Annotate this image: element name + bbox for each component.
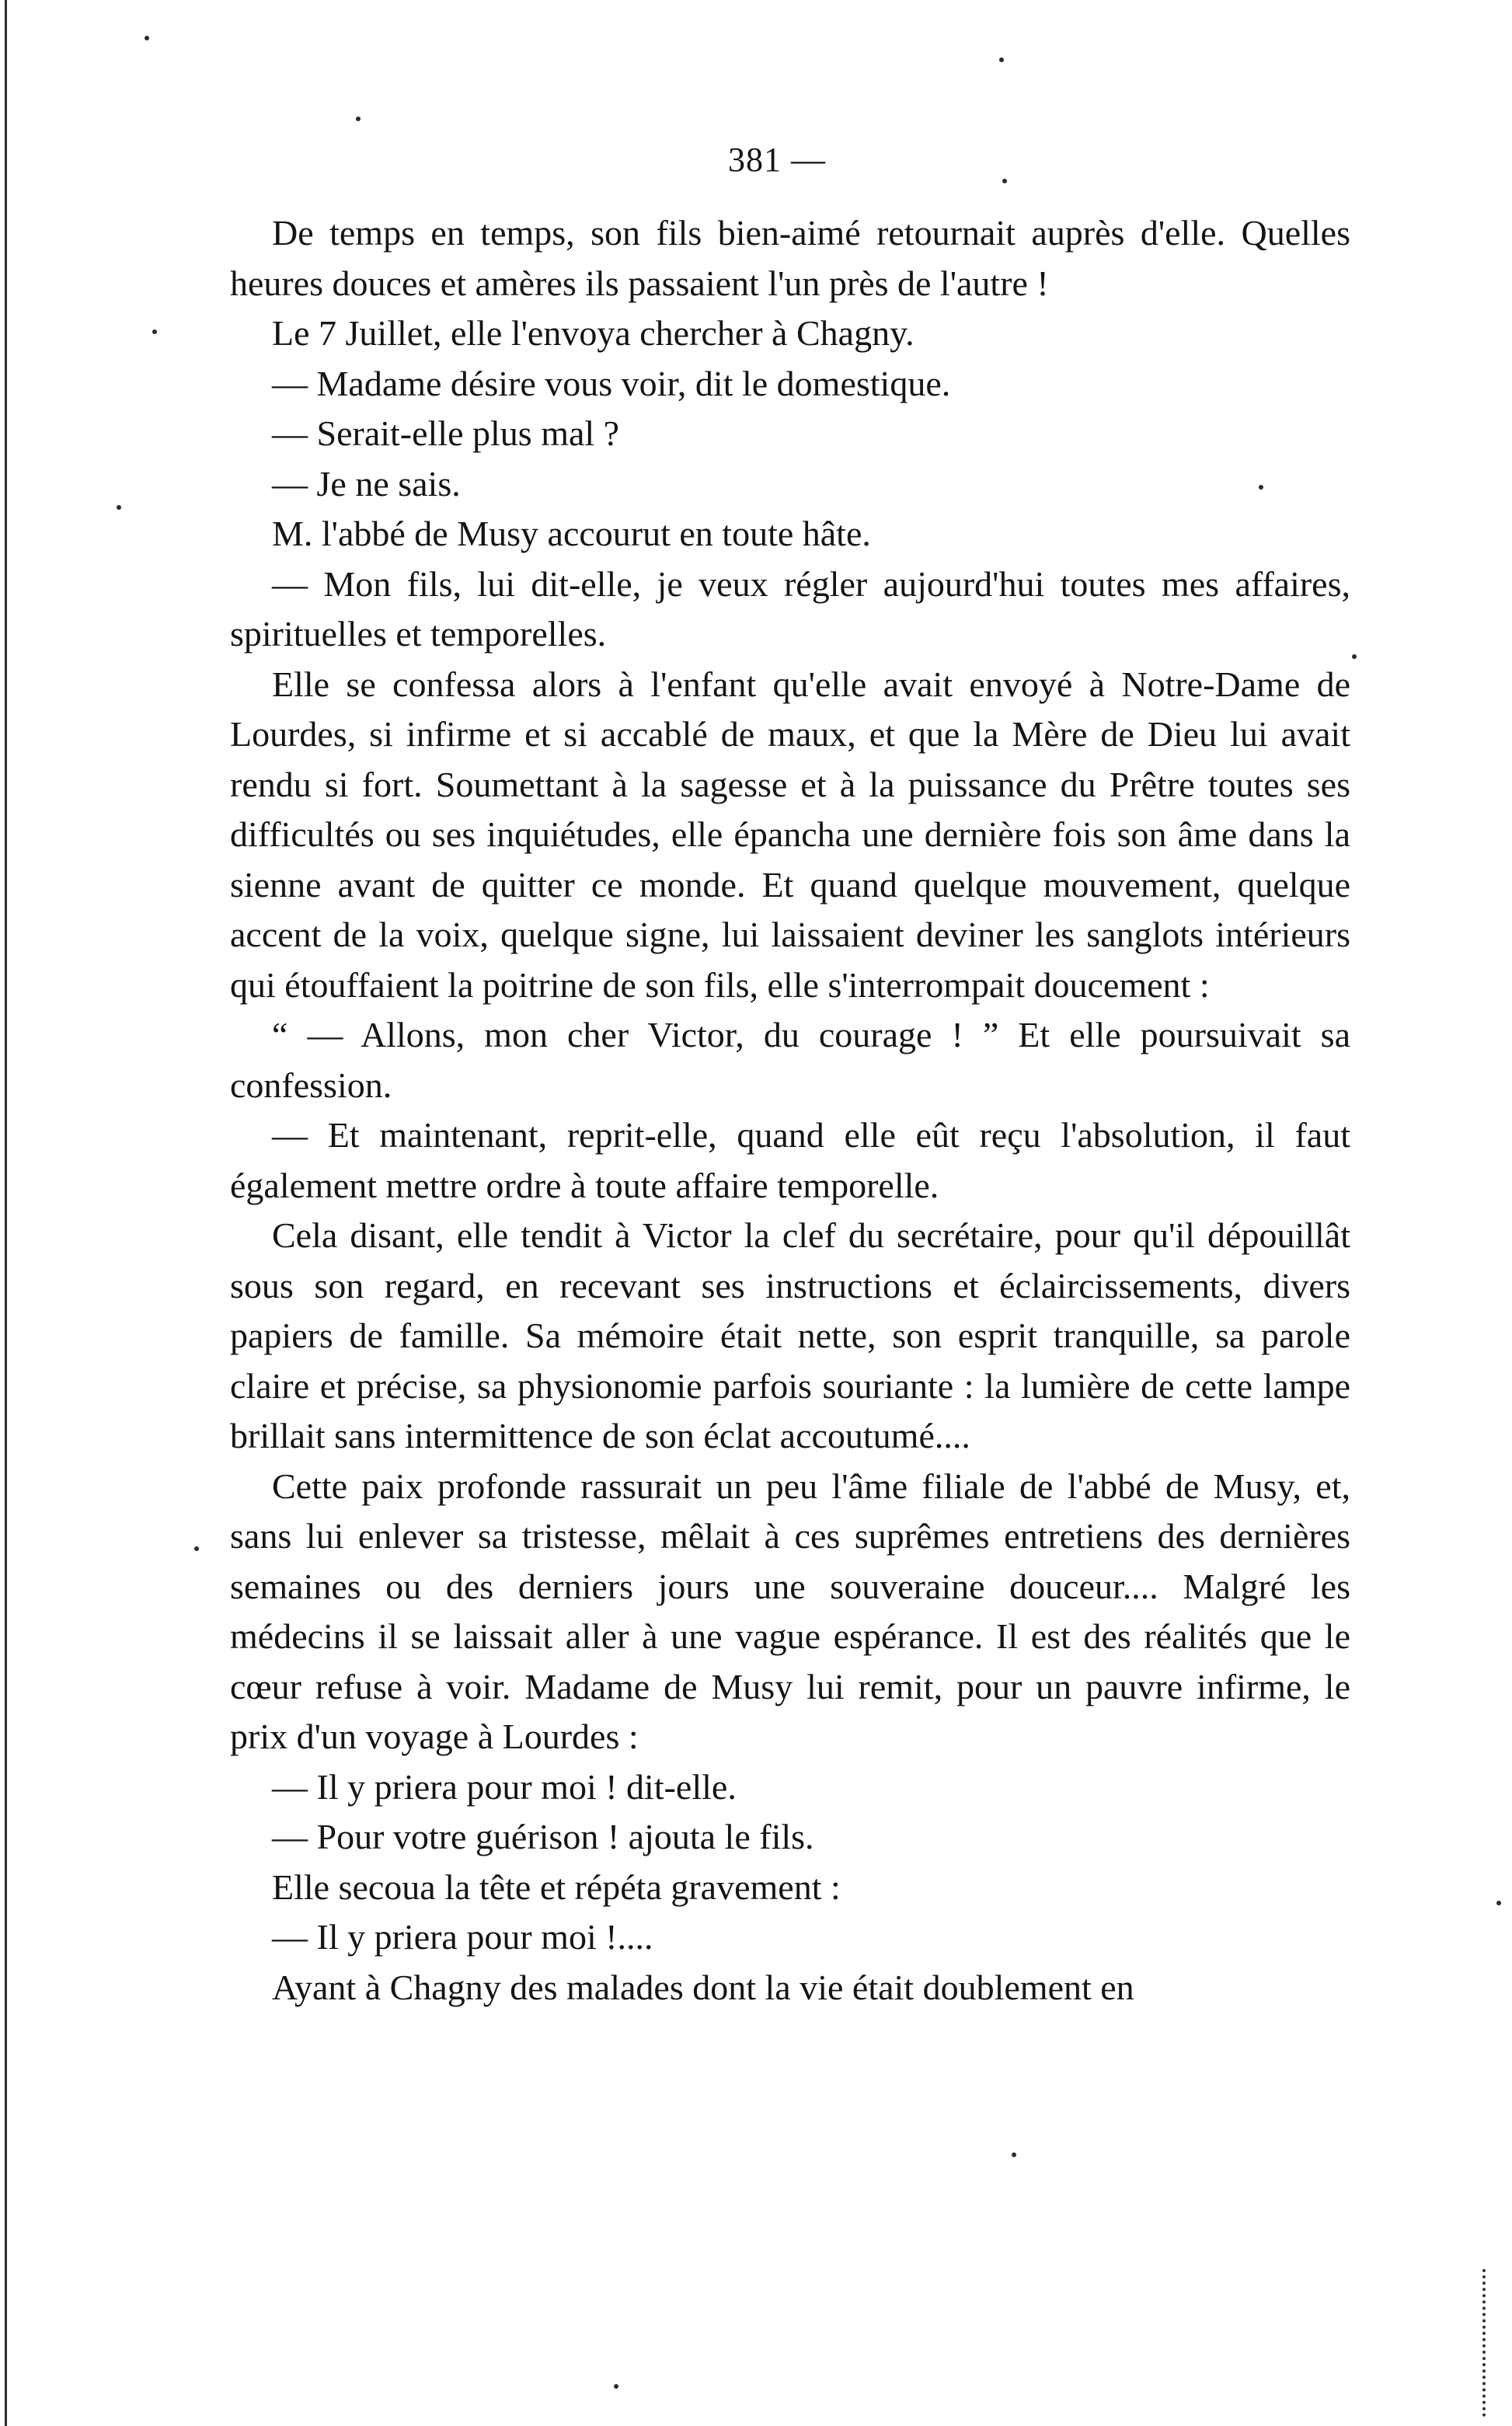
- paragraph-6: M. l'abbé de Musy accourut en toute hâte.: [272, 514, 871, 553]
- scan-speck: [117, 505, 121, 510]
- paragraph-10: — Et maintenant, reprit-elle, quand elle eût reçu l'absolution, il faut également mettre ordre à toute affaire temporelle.: [230, 1115, 1350, 1205]
- scan-speck: [145, 36, 149, 40]
- paragraph-2: Le 7 Juillet, elle l'envoya chercher à Chagny.: [272, 313, 915, 353]
- scan-speck: [614, 2384, 618, 2389]
- scan-speck: [1496, 1901, 1501, 1905]
- scan-edge-dots: [1482, 2269, 1492, 2417]
- scan-speck: [1012, 2152, 1016, 2157]
- scan-speck: [152, 329, 157, 334]
- paragraph-8: Elle se confessa alors à l'enfant qu'elle avait envoyé à Notre-Dame de Lourdes, si infirme et si accablé de maux, et que la Mère de Dieu lui avait rendu si fort. Soumettant à la sagesse et à la puissance du Prêtre toutes ses difficultés ou ses inquiétudes, elle épancha une dernière fois son âme dans la sienne avant de quitter ce monde. Et quand quelque mouvement, quelque accent de la voix, quelque signe, lui laissaient deviner les sanglots intérieurs qui étouffaient la poitrine de son fils, elle s'interrompait doucement :: [230, 664, 1350, 1005]
- scan-speck: [999, 58, 1004, 62]
- paragraph-17: Ayant à Chagny des malades dont la vie était doublement en: [272, 1967, 1134, 2007]
- paragraph-15: Elle secoua la tête et répéta gravement :: [272, 1867, 841, 1907]
- paragraph-5: — Je ne sais.: [272, 463, 461, 504]
- page-number: 381 —: [728, 141, 826, 179]
- paragraph-16: — Il y priera pour moi !....: [272, 1917, 653, 1957]
- paragraph-3: — Madame désire vous voir, dit le domestique.: [272, 363, 951, 403]
- scan-speck: [1352, 654, 1357, 659]
- paragraph-1: De temps en temps, son fils bien-aimé retournait auprès d'elle. Quelles heures douces et amères ils passaient l'un près de l'autre !: [230, 213, 1350, 303]
- scan-speck: [1002, 179, 1007, 183]
- paragraph-14: — Pour votre guérison ! ajouta le fils.: [272, 1817, 814, 1856]
- scan-speck: [194, 1546, 199, 1551]
- page-left-edge-rule: [5, 0, 7, 2426]
- scan-speck: [356, 117, 361, 121]
- paragraph-12: Cette paix profonde rassurait un peu l'âme filiale de l'abbé de Musy, et, sans lui enlever sa tristesse, mêlait à ces suprêmes entretiens des dernières semaines ou des derniers jours une souveraine douceur.... Malgré les médecins il se laissait aller à une vague espérance. Il est des réalités que le cœur refuse à voir. Madame de Musy lui remit, pour un pauvre infirme, le prix d'un voyage à Lourdes :: [230, 1466, 1350, 1756]
- paragraph-7: — Mon fils, lui dit-elle, je veux régler aujourd'hui toutes mes affaires, spirituelles et temporelles.: [230, 563, 1350, 654]
- body-text: [230, 208, 1350, 2013]
- paragraph-11: Cela disant, elle tendit à Victor la clef du secrétaire, pour qu'il dépouillât sous son regard, en recevant ses instructions et éclaircissements, divers papiers de famille. Sa mémoire était nette, son esprit tranquille, sa parole claire et précise, sa physionomie parfois souriante : la lumière de cette lampe brillait sans intermittence de son éclat accoutumé....: [230, 1215, 1350, 1455]
- paragraph-9: “ — Allons, mon cher Victor, du courage ! ” Et elle poursuivait sa confession.: [230, 1015, 1350, 1105]
- scan-speck: [1259, 485, 1263, 490]
- paragraph-4: — Serait-elle plus mal ?: [272, 413, 620, 453]
- paragraph-13: — Il y priera pour moi ! dit-elle.: [272, 1766, 737, 1807]
